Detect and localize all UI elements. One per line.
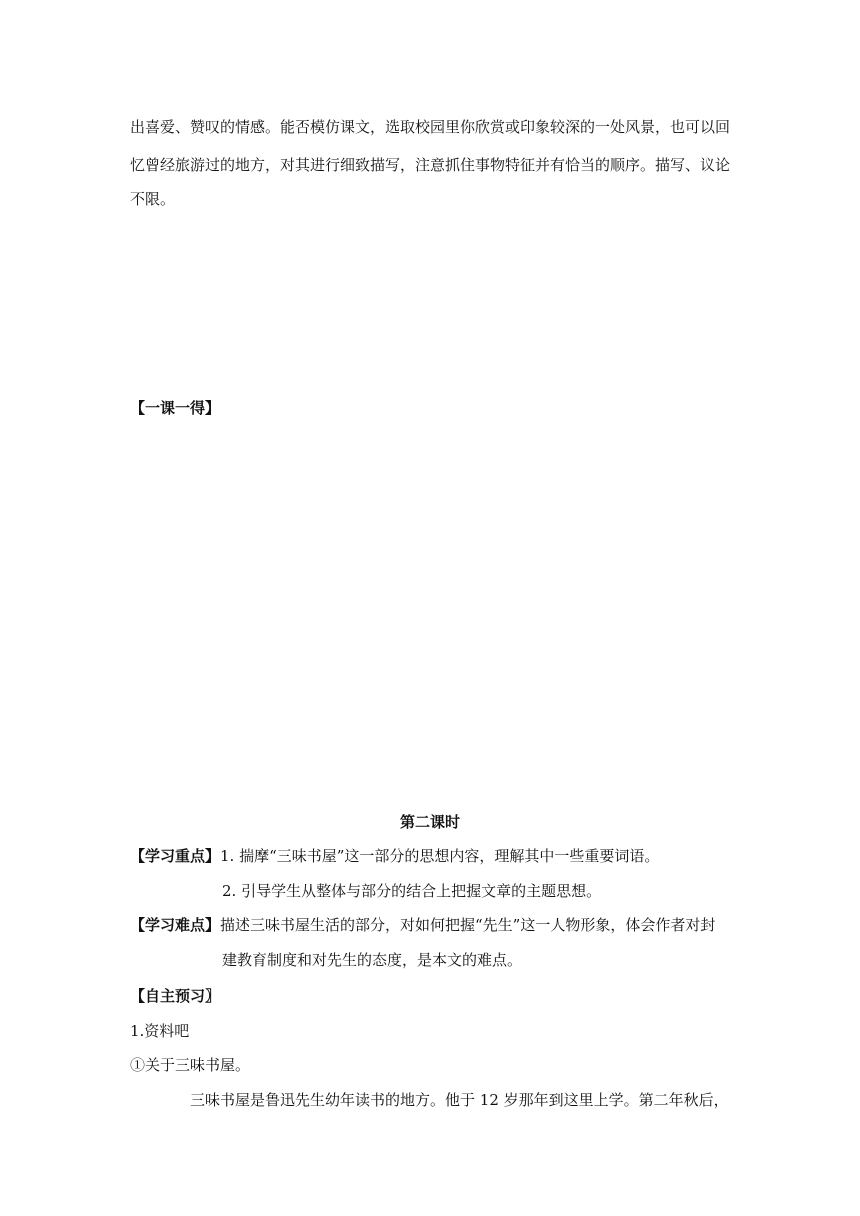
preview-subitem: ①关于三味书屋。 bbox=[130, 1056, 251, 1074]
lesson-title: 第二课时 bbox=[399, 813, 460, 831]
preview-item: 1.资料吧 bbox=[130, 1022, 190, 1040]
key-point-2: 2. 引导学生从整体与部分的结合上把握文章的主题思想。 bbox=[222, 882, 602, 900]
key-points-label: 【学习重点】 bbox=[130, 847, 221, 865]
paragraph-line-3: 不限。 bbox=[130, 190, 176, 208]
key-points-row-1 bbox=[130, 846, 659, 866]
preview-heading: 【自主预习〗 bbox=[130, 987, 221, 1005]
difficulty-line-1: 描述三味书屋生活的部分，对如何把握“先生”这一人物形象，体会作者对封 bbox=[220, 916, 716, 934]
paragraph-line-1: 出喜爱、赞叹的情感。能否模仿课文，选取校园里你欣赏或印象较深的一处风景，也可以回 bbox=[130, 118, 731, 136]
key-point-1: 1. 揣摩“三味书屋”这一部分的思想内容，理解其中一些重要词语。 bbox=[220, 847, 660, 865]
paragraph-line-2: 忆曾经旅游过的地方，对其进行细致描写，注意抓住事物特征并有恰当的顺序。描写、议论 bbox=[130, 156, 731, 174]
difficulty-line-2: 建教育制度和对先生的态度，是本文的难点。 bbox=[222, 951, 523, 969]
preview-text: 三味书屋是鲁迅先生幼年读书的地方。他于 12 岁那年到这里上学。第二年秋后， bbox=[190, 1091, 729, 1109]
reflection-heading: 【一课一得】 bbox=[130, 399, 221, 417]
difficulty-label: 【学习难点】 bbox=[130, 916, 221, 934]
difficulty-row-1 bbox=[130, 915, 715, 935]
